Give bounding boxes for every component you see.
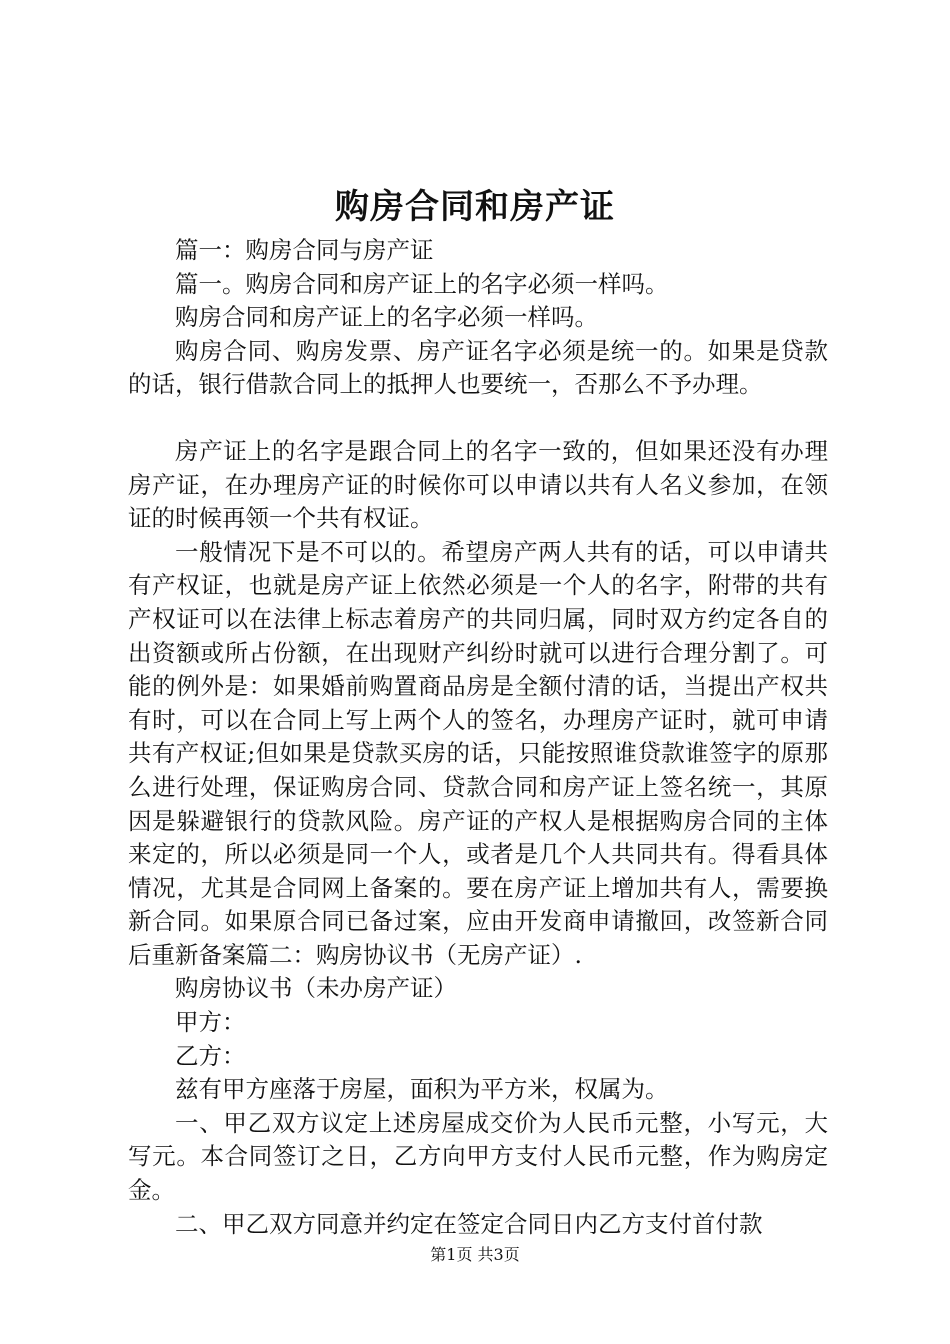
paragraph: 篇一。购房合同和房产证上的名字必须一样吗。 bbox=[175, 269, 669, 298]
paragraph: 购房合同、购房发票、房产证名字必须是统一的。如果是贷款的话，银行借款合同上的抵押人也要统一，否那么不予办理。 bbox=[128, 336, 828, 399]
paragraph: 购房合同和房产证上的名字必须一样吗。 bbox=[175, 303, 598, 332]
paragraph: 一、甲乙双方议定上述房屋成交价为人民币元整，小写元，大写元。本合同签订之日，乙方向甲方支付人民币元整，作为购房定金。 bbox=[128, 1108, 828, 1205]
paragraph: 乙方： bbox=[175, 1041, 246, 1070]
page-number: 第1页 共3页 bbox=[430, 1245, 520, 1264]
paragraph: 甲方： bbox=[175, 1008, 246, 1037]
paragraph: 购房协议书（未办房产证） bbox=[175, 974, 457, 1003]
document-title: 购房合同和房产证 bbox=[335, 187, 615, 227]
document-body bbox=[128, 234, 828, 1241]
paragraph: 房产证上的名字是跟合同上的名字一致的，但如果还没有办理房产证，在办理房产证的时候你可以申请以共有人名义参加，在领证的时候再领一个共有权证。 bbox=[128, 436, 828, 533]
paragraph: 兹有甲方座落于房屋，面积为平方米，权属为。 bbox=[175, 1075, 669, 1104]
paragraph: 篇一：购房合同与房产证 bbox=[175, 236, 434, 264]
paragraph: 一般情况下是不可以的。希望房产两人共有的话，可以申请共有产权证，也就是房产证上依然必须是一个人的名字，附带的共有产权证可以在法律上标志着房产的共同归属，同时双方约定各自的出资额或所占份额，在出现财产纠纷时就可以进行合理分割了。可能的例外是：如果婚前购置商品房是全额付清的话，当提出产权共有时，可以在合同上写上两个人的签名，办理房产证时，就可申请共有产权证;但如果是贷款买房的话，只能按照谁贷款谁签字的原那么进行处理，保证购房合同、贷款合同和房产证上签名统一，其原因是躲避银行的贷款风险。房产证的产权人是根据购房合同的主体来定的，所以必须是同一个人，或者是几个人共同共有。得看具体情况，尤其是合同网上备案的。要在房产证上增加共有人，需要换新合同。如果原合同已备过案，应由开发商申请撤回，改签新合同后重新备案篇二：购房协议书（无房产证）. bbox=[128, 537, 828, 969]
paragraph: 二、甲乙双方同意并约定在签定合同日内乙方支付首付款 bbox=[175, 1209, 763, 1238]
